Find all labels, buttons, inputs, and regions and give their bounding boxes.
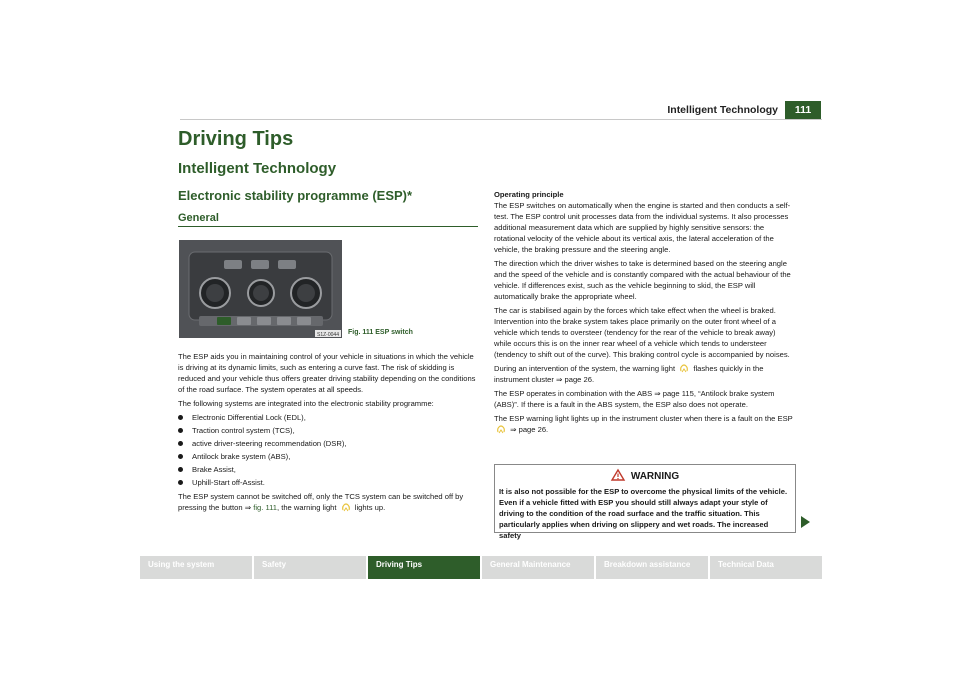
- left-column: [178, 351, 478, 516]
- figure-caption-label: Fig. 111: [348, 329, 374, 336]
- bullet-icon: [178, 441, 183, 446]
- warning-text: It is also not possible for the ESP to overcome the physical limits of the vehicle. Even if a vehicle fitted with ESP you should still always adapt your style of driving to the condition of the road surface and the traffic situation. This particularly applies when driving on slippery and wet roads. The increased safety: [499, 487, 788, 540]
- page-number: 111: [785, 101, 821, 119]
- bullet-icon: [178, 428, 183, 433]
- esp-warning-light-icon: [679, 363, 689, 373]
- list-item: Traction control system (TCS),: [178, 425, 478, 436]
- principle-paragraph-3: The car is stabilised again by the forces which take effect when the wheel is braked. Intervention into the brake system takes place primarily on the outer front wheel of a vehicle which tends to oversteer (tendency for the rear of the vehicle to break away) while occurs this is on the inner rear wheel of a vehicle which tends to understeer (tendency to shift out of the curve). This braking control cycle is accompanied by noises.: [494, 306, 790, 359]
- tab-using-the-system[interactable]: Using the system: [140, 556, 252, 579]
- svg-text:S1Z-0044: S1Z-0044: [317, 332, 339, 338]
- integrated-intro: The following systems are integrated into the electronic stability programme:: [178, 399, 434, 408]
- list-item: Uphill-Start off-Assist.: [178, 477, 478, 488]
- bullet-icon: [178, 454, 183, 459]
- subsection-title: Electronic stability programme (ESP)*: [178, 188, 413, 203]
- list-item: Antilock brake system (ABS),: [178, 451, 478, 462]
- principle-paragraph-6: The ESP warning light lights up in the instrument cluster when there is a fault on the ESP ⇒ page 26.: [494, 414, 793, 434]
- right-column: [494, 189, 794, 438]
- figure-caption: [348, 329, 413, 336]
- tab-general-maintenance[interactable]: General Maintenance: [482, 556, 594, 579]
- bullet-icon: [178, 415, 183, 420]
- warning-box: [494, 464, 796, 540]
- chapter-title: Driving Tips: [178, 128, 294, 150]
- principle-paragraph-1: The ESP switches on automatically when the engine is started and then conducts a self-test. The ESP control unit processes data from the individual systems. It also processes additional measurement data which are supplied by highly sensitive sensors: the rotational velocity of the vehicle about its vertical axis, the lateral acceleration of the vehicle, the braking pressure and the steering angle.: [494, 201, 791, 254]
- bullet-icon: [178, 480, 183, 485]
- tab-technical-data[interactable]: Technical Data: [710, 556, 822, 579]
- tab-breakdown-assistance[interactable]: Breakdown assistance: [596, 556, 708, 579]
- principle-paragraph-2: The direction which the driver wishes to take is determined based on the steering angle and the speed of the vehicle and is constantly compared with the actual behaviour of the vehicle. If differences exist, such as the vehicle beginning to skid, the ESP will automatically brake the appropriate wheel.: [494, 259, 791, 301]
- header-divider: [180, 119, 822, 120]
- figure-caption-text: ESP switch: [375, 329, 413, 336]
- principle-paragraph-5: The ESP operates in combination with the ABS ⇒ page 115, “Antilock brake system (ABS)”. If there is a fault in the ABS system, the ESP also does not operate.: [494, 389, 775, 409]
- warning-title: WARNING: [630, 471, 680, 482]
- list-item: Electronic Differential Lock (EDL),: [178, 412, 478, 423]
- esp-warning-light-icon: [496, 424, 506, 434]
- dashboard-controls-illustration: [179, 240, 342, 338]
- systems-list: [178, 412, 478, 488]
- principle-paragraph-4: During an intervention of the system, the warning light flashes quickly in the instrument cluster ⇒ page 26.: [494, 364, 764, 384]
- intro-paragraph: The ESP aids you in maintaining control of your vehicle in situations in which the vehicle is driving at its dynamic limits, such as entering a curve fast. The risk of skidding is reduced and your vehicle thus offers greater driving stability depending on the conditions of the road surface. The system operates at all speeds.: [178, 352, 476, 394]
- esp-warning-light-icon: [341, 502, 351, 512]
- continue-arrow-icon[interactable]: [801, 516, 810, 528]
- warning-header: [495, 469, 795, 482]
- tab-safety[interactable]: Safety: [254, 556, 366, 579]
- list-item: Brake Assist,: [178, 464, 478, 475]
- switch-off-paragraph: The ESP system cannot be switched off, only the TCS system can be switched off by pressing the button ⇒ fig. 111, the warning light lights up.: [178, 492, 464, 512]
- warning-triangle-icon: [611, 469, 625, 481]
- footer-navigation: [140, 556, 822, 579]
- running-title: Intelligent Technology: [667, 104, 778, 116]
- operating-principle-title: Operating principle: [494, 190, 564, 199]
- figure-reference-link[interactable]: fig. 111: [253, 503, 277, 512]
- topic-rule: [178, 226, 478, 227]
- esp-switch-figure: [179, 240, 342, 338]
- topic-title: General: [178, 212, 219, 224]
- bullet-icon: [178, 467, 183, 472]
- list-item: active driver-steering recommendation (DSR),: [178, 438, 478, 449]
- tab-driving-tips[interactable]: Driving Tips: [368, 556, 480, 579]
- section-title: Intelligent Technology: [178, 160, 337, 177]
